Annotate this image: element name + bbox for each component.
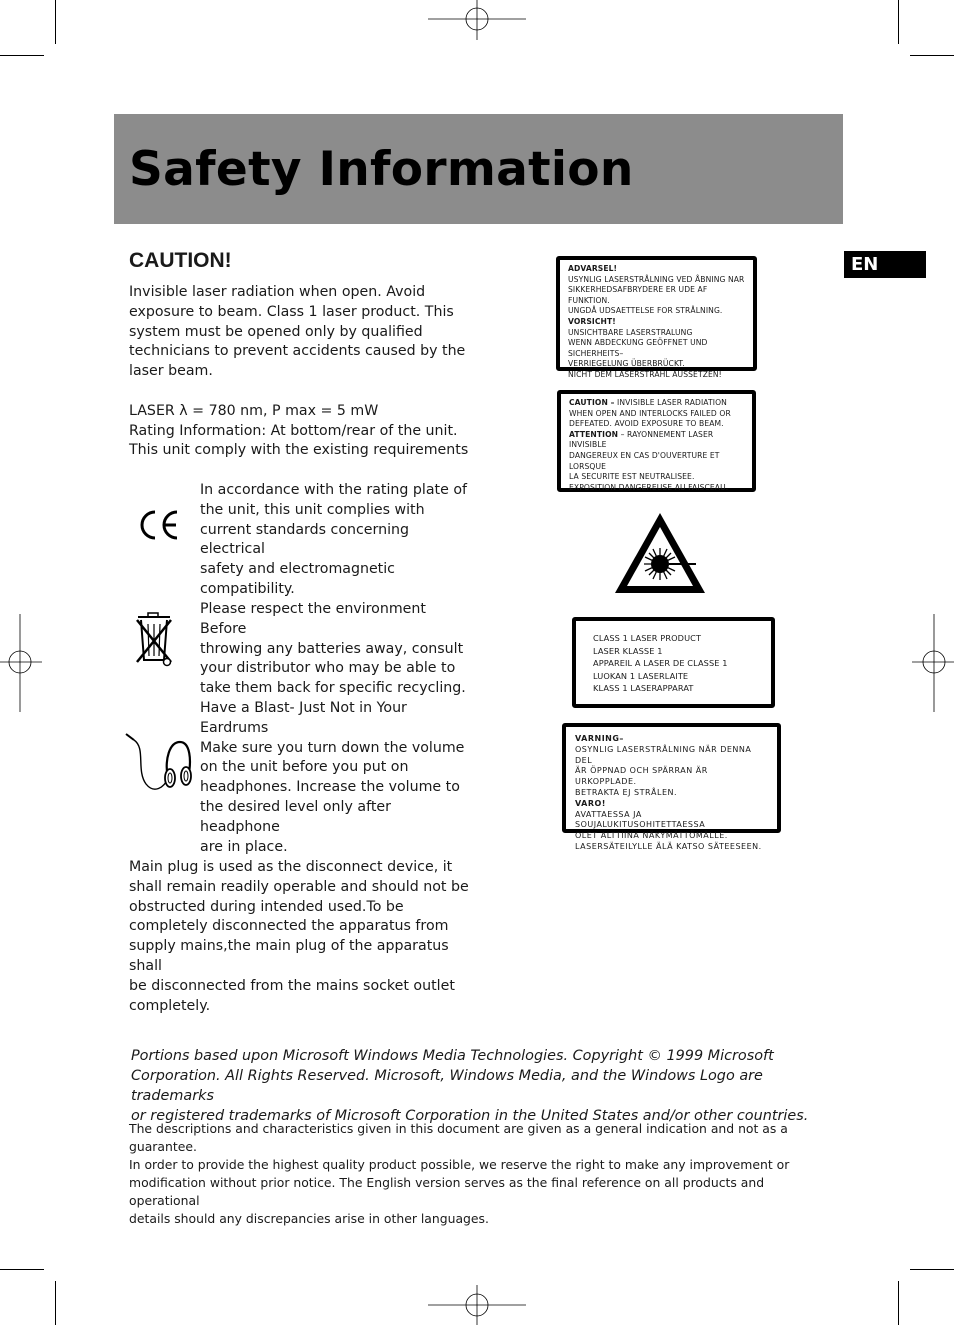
disclaimer-text: The descriptions and characteristics given in this document are given as a general indication and not as a guarantee. In order to provide the highest quality product possible, we reserve the right to make any improvement or modification without prior notice. The English version serves as the final reference on all products and operational details should any discrepancies arise in other languages. — [129, 1121, 790, 1226]
crop-mark — [55, 0, 56, 44]
registration-mark-icon — [428, 1285, 526, 1325]
language-tab: EN — [844, 251, 926, 278]
label-text: OSYNLIG LASERSTRÅLNING NÄR DENNA DEL ÄR ÖPPNAD OCH SPÄRRAN ÄR URKOPPLADE. BETRAKTA EJ STRÅLEN. — [575, 744, 752, 797]
registration-mark-icon — [428, 0, 526, 40]
page-title: Safety Information — [129, 142, 634, 197]
environment-text: Please respect the environment Before throwing any batteries away, consult your distributor who may be able to take them back for specific recycling. — [200, 601, 466, 697]
laser-label-english-french — [557, 390, 756, 492]
label-heading: ATTENTION — [569, 429, 619, 439]
label-heading: ADVARSEL! — [568, 264, 618, 273]
crop-mark — [898, 1281, 899, 1325]
label-heading: CAUTION – — [569, 398, 615, 407]
headphones-warning-text: Have a Blast- Just Not in Your Eardrums Make sure you turn down the volume on the unit before you put on headphones. Increase the volume to the desired level only after headphone are in place. — [200, 700, 465, 855]
crop-mark — [0, 1269, 44, 1270]
label-heading: VARNING– — [575, 734, 624, 743]
laser-label-swedish-finnish — [562, 723, 781, 851]
laser-label-danish-german — [556, 256, 757, 379]
headphones-icon — [124, 730, 194, 796]
crop-mark — [55, 1281, 56, 1325]
caution-intro-text: Invisible laser radiation when open. Avoid exposure to beam. Class 1 laser product. This system must be opened only by qualified technicians to prevent accidents caused by the laser beam. LASER λ = 780 nm, P max = 5 mW Rating Information: At bottom/rear of the unit. This unit comply with the existing requirements — [129, 284, 469, 459]
crop-mark — [898, 0, 899, 44]
crop-mark — [910, 55, 954, 56]
label-text: USYNLIG LASERSTRÅLNING VED ÅBNING NAR SIKKERHEDSAFBRYDERE ER UDE AF FUNKTION. UNGDÅ UDSAETTELSE FOR STRÅLNING. — [568, 274, 745, 316]
crop-mark — [910, 1269, 954, 1270]
laser-warning-icon — [612, 510, 708, 596]
ce-compliance-text: In accordance with the rating plate of the unit, this unit complies with current standards concerning electrical safety and electromagnetic compatibility. — [200, 482, 468, 597]
registration-mark-icon — [912, 614, 954, 712]
label-heading: VARO! — [575, 798, 606, 808]
label-text: INVISIBLE LASER RADIATION WHEN OPEN AND INTERLOCKS FAILED OR DEFEATED. AVOID EXPOSURE TO BEAM. — [569, 398, 731, 429]
crop-mark — [0, 55, 44, 56]
caution-heading: CAUTION! — [129, 249, 232, 272]
registration-mark-icon — [0, 614, 42, 712]
ce-mark-icon — [136, 508, 180, 542]
microsoft-trademark-text: Portions based upon Microsoft Windows Media Technologies. Copyright © 1999 Microsoft Corporation. All Rights Reserved. Microsoft, Windows Media, and the Windows Logo are trademarks or registered trademarks of Microsoft Corporation in the United States and/or other countries. — [131, 1048, 809, 1124]
crossed-bin-icon — [134, 610, 178, 668]
main-plug-text: Main plug is used as the disconnect device, it shall remain readily operable and should not be obstructed during intended used.To be completely disconnected the apparatus from supply mains,the main plug of the apparatus shall be disconnected from the mains socket outlet completely. — [129, 859, 469, 1014]
laser-label-class1: CLASS 1 LASER PRODUCT LASER KLASSE 1 APPAREIL A LASER DE CLASSE 1 LUOKAN 1 LASERLAITE KLASS 1 LASERAPPARAT — [572, 617, 775, 708]
label-text: AVATTAESSA JA SOUJALUKITUSOHITETTAESSA OLET ALTTIINA NÄKYMÄTTÖMÄLLE. LASERSÄTEILYLLE ÄLÄ KATSO SÄTEESEEN. — [575, 809, 762, 851]
label-heading: VORSICHT! — [568, 316, 616, 326]
label-text: – RAYONNEMENT LASER INVISIBLE DANGEREUX EN CAS D'OUVERTURE ET LORSQUE LA SECURITE EST NEUTRALISEE. EXPOSITION DANGEREUSE AU FAISCEAU. — [569, 429, 729, 492]
label-text: UNSICHTBARE LASERSTRALUNG WENN ABDECKUNG GEÖFFNET UND SICHERHEITS– VERRIEGELUNG ÜBERBRÜCKT. NICHT DEM LASERSTRAHL AUSSETZEN! — [568, 327, 722, 379]
